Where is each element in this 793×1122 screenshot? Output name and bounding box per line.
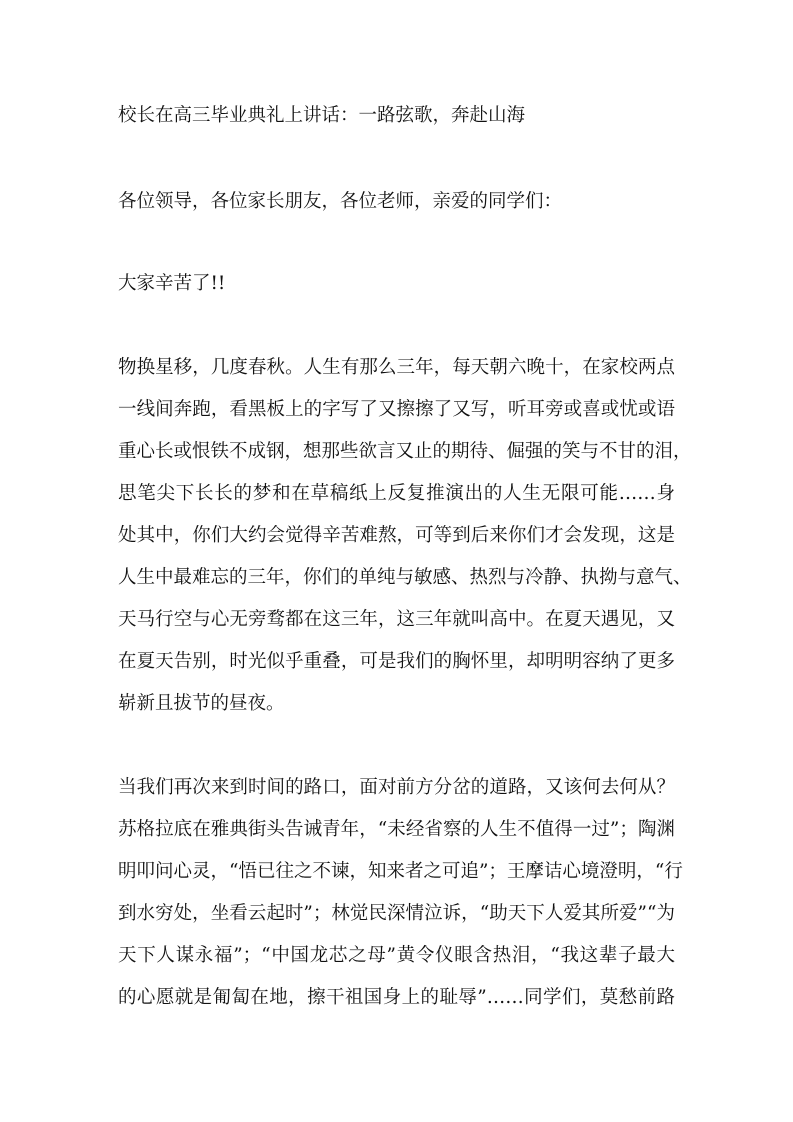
paragraph-line: 苏格拉底在雅典街头告诫青年，“未经省察的人生不值得一过”；陶渊	[118, 819, 675, 840]
greeting: 大家辛苦了!!	[118, 273, 226, 294]
paragraph-line: 物换星移，几度春秋。人生有那么三年，每天朝六晚十，在家校两点	[118, 357, 675, 378]
paragraph-line: 在夏天告别，时光似乎重叠，可是我们的胸怀里，却明明容纳了更多	[118, 651, 675, 672]
paragraph-line: 当我们再次来到时间的路口，面对前方分岔的道路，又该何去何从？	[118, 777, 675, 798]
paragraph-line: 人生中最难忘的三年，你们的单纯与敏感、热烈与冷静、执拗与意气、	[118, 567, 692, 588]
paragraph-line: 的心愿就是匍匐在地，擦干祖国身上的耻辱”……同学们，莫愁前路	[118, 987, 675, 1008]
salutation: 各位领导，各位家长朋友，各位老师，亲爱的同学们：	[118, 191, 563, 212]
paragraph-line: 处其中，你们大约会觉得辛苦难熬，可等到后来你们才会发现，这是	[118, 525, 675, 546]
paragraph-line: 到水穷处，坐看云起时”；林觉民深情泣诉，“助天下人爱其所爱”“为	[118, 903, 675, 924]
paragraph-line: 一线间奔跑，看黑板上的字写了又擦擦了又写，听耳旁或喜或忧或语	[118, 399, 675, 420]
paragraph-line: 天下人谋永福”；“中国龙芯之母”黄令仪眼含热泪，“我这辈子最大	[118, 945, 675, 966]
paragraph-line: 重心长或恨铁不成钢，想那些欲言又止的期待、倔强的笑与不甘的泪，	[118, 441, 692, 462]
paragraph-line: 天马行空与心无旁骛都在这三年，这三年就叫高中。在夏天遇见，又	[118, 609, 675, 630]
paragraph-line: 思笔尖下长长的梦和在草稿纸上反复推演出的人生无限可能……身	[118, 483, 675, 504]
paragraph-line: 明叩问心灵，“悟已往之不谏，知来者之可追”；王摩诘心境澄明，“行	[118, 861, 683, 882]
document-title: 校长在高三毕业典礼上讲话：一路弦歌，奔赴山海	[118, 105, 526, 126]
paragraph-line: 崭新且拔节的昼夜。	[118, 693, 285, 714]
